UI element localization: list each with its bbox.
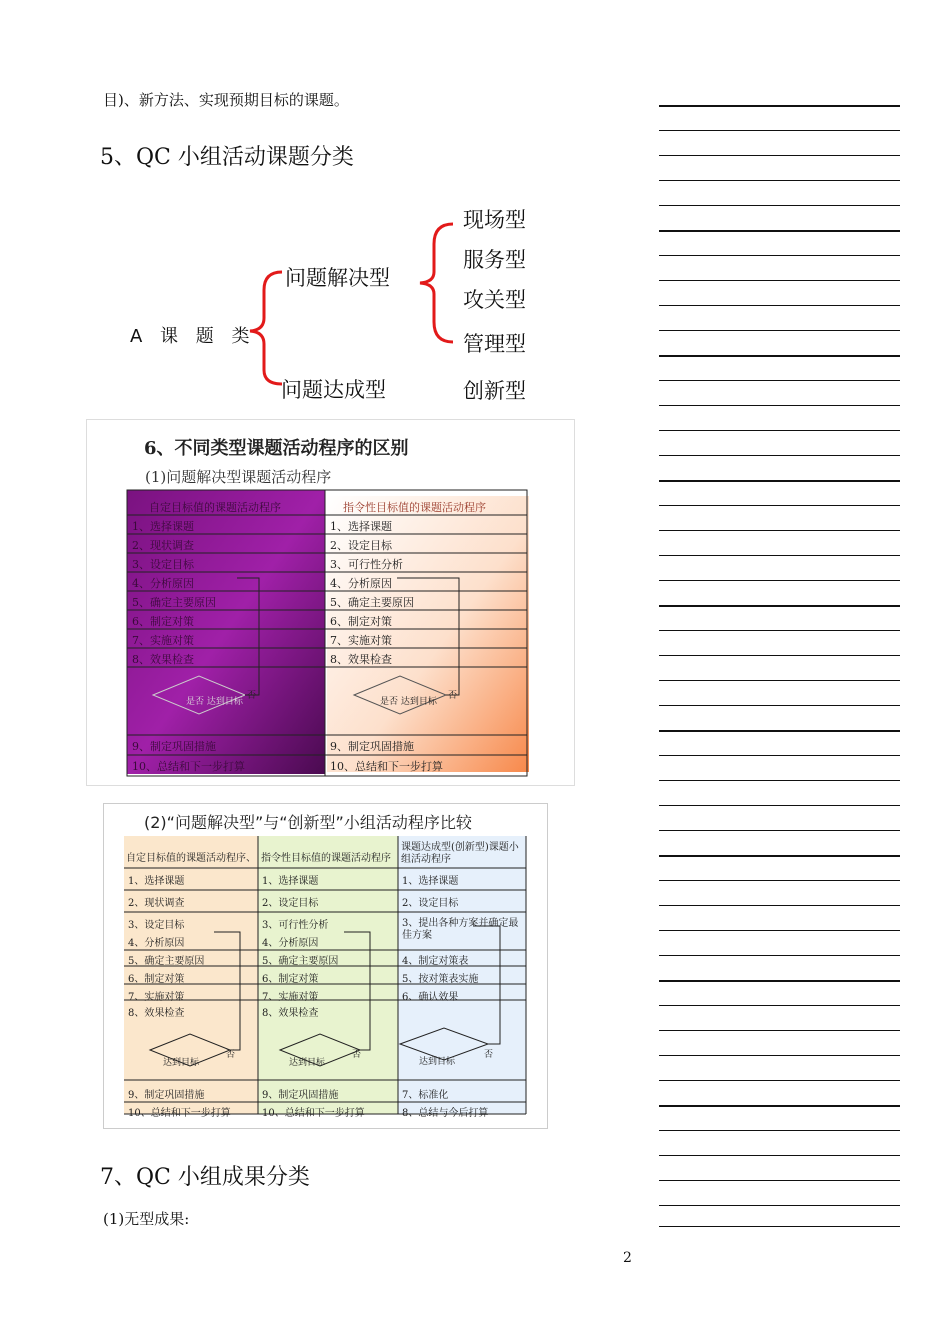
decision-label: 达到目标 bbox=[419, 1057, 456, 1067]
step-label: 6、制定对策 bbox=[330, 615, 392, 628]
step-label: 4、分析原因 bbox=[330, 577, 392, 590]
figure2-col2-header: 指令性目标值的课题活动程序 bbox=[261, 853, 391, 864]
decision-label: 是否 达到目标 bbox=[380, 697, 437, 707]
step-label: 5、按对策表实施 bbox=[402, 974, 479, 985]
intro-text: 目)、新方法、实现预期目标的课题。 bbox=[103, 91, 349, 109]
figure2-title: (2)“问题解决型”与“创新型”小组活动程序比较 bbox=[144, 813, 472, 832]
step-label: 3、可行性分析 bbox=[262, 920, 329, 931]
step-label: 9、制定巩固措施 bbox=[262, 1090, 339, 1101]
step-label: 3、设定目标 bbox=[132, 558, 194, 571]
step-label: 6、制定对策 bbox=[128, 974, 185, 985]
page-number: 2 bbox=[623, 1250, 632, 1266]
step-label: 10、总结和下一步打算 bbox=[330, 760, 443, 773]
figure1-col1-header: 自定目标值的课题活动程序 bbox=[149, 501, 281, 514]
figure2-grid bbox=[104, 804, 547, 1128]
root-label: A 课 题 类 bbox=[130, 326, 256, 347]
step-label: 4、分析原因 bbox=[262, 938, 319, 949]
step-label: 2、现状调查 bbox=[128, 898, 185, 909]
step-label: 7、实施对策 bbox=[262, 992, 319, 1003]
step-label: 3、提出各种方案并确定最佳方案 bbox=[402, 918, 519, 941]
step-label: 9、制定巩固措施 bbox=[132, 740, 216, 753]
step-label: 7、实施对策 bbox=[330, 634, 392, 647]
decision-label: 达到目标 bbox=[289, 1058, 326, 1068]
step-label: 1、选择课题 bbox=[330, 520, 392, 533]
step-label: 8、总结与今后打算 bbox=[402, 1108, 489, 1119]
decision-label: 达到目标 bbox=[163, 1058, 200, 1068]
no-label: 否 bbox=[247, 691, 257, 701]
no-label: 否 bbox=[352, 1050, 362, 1060]
leaf-label: 现场型 bbox=[463, 208, 526, 232]
step-label: 1、选择课题 bbox=[128, 876, 185, 887]
leaf-label: 管理型 bbox=[463, 332, 526, 356]
step-label: 1、选择课题 bbox=[402, 876, 459, 887]
step-label: 2、设定目标 bbox=[262, 898, 319, 909]
step-label: 8、效果检查 bbox=[262, 1008, 319, 1019]
figure1-subtitle: (1)问题解决型课题活动程序 bbox=[145, 468, 332, 486]
section7-title: 7、QC 小组成果分类 bbox=[100, 1165, 310, 1190]
figure1-box bbox=[86, 419, 575, 786]
step-label: 2、设定目标 bbox=[402, 898, 459, 909]
branch1-label: 问题解决型 bbox=[285, 266, 390, 290]
step-label: 2、现状调查 bbox=[132, 539, 194, 552]
step-label: 8、效果检查 bbox=[128, 1008, 185, 1019]
step-label: 10、总结和下一步打算 bbox=[262, 1108, 365, 1119]
step-label: 10、总结和下一步打算 bbox=[128, 1108, 231, 1119]
step-label: 6、制定对策 bbox=[262, 974, 319, 985]
step-label: 5、确定主要原因 bbox=[132, 596, 216, 609]
figure2-box bbox=[103, 803, 548, 1129]
step-label: 6、确认效果 bbox=[402, 992, 459, 1003]
innovation-label: 创新型 bbox=[463, 379, 526, 403]
step-label: 8、效果检查 bbox=[330, 653, 392, 666]
step-label: 7、实施对策 bbox=[128, 992, 185, 1003]
branch2-label: 问题达成型 bbox=[281, 378, 386, 402]
step-label: 9、制定巩固措施 bbox=[330, 740, 414, 753]
step-label: 3、可行性分析 bbox=[330, 558, 403, 571]
section5-title: 5、QC 小组活动课题分类 bbox=[100, 145, 354, 170]
step-label: 4、制定对策表 bbox=[402, 956, 469, 967]
step-label: 7、实施对策 bbox=[132, 634, 194, 647]
no-label: 否 bbox=[448, 691, 458, 701]
step-label: 1、选择课题 bbox=[262, 876, 319, 887]
step-label: 7、标准化 bbox=[402, 1090, 449, 1101]
step-label: 5、确定主要原因 bbox=[128, 956, 205, 967]
figure1-title: 6、不同类型课题活动程序的区别 bbox=[144, 438, 409, 459]
step-label: 3、设定目标 bbox=[128, 920, 185, 931]
step-label: 5、确定主要原因 bbox=[262, 956, 339, 967]
decision-label: 是否 达到目标 bbox=[186, 697, 243, 707]
no-label: 否 bbox=[226, 1050, 236, 1060]
step-label: 5、确定主要原因 bbox=[330, 596, 414, 609]
figure2-col1-header: 自定目标值的课题活动程序、 bbox=[126, 853, 256, 864]
no-label: 否 bbox=[484, 1050, 494, 1060]
figure1-grid bbox=[87, 420, 574, 785]
step-label: 4、分析原因 bbox=[132, 577, 194, 590]
step-label: 4、分析原因 bbox=[128, 938, 185, 949]
leaf-label: 服务型 bbox=[463, 248, 526, 272]
figure2-col3-header: 课题达成型(创新型)课题小组活动程序 bbox=[401, 842, 519, 865]
step-label: 6、制定对策 bbox=[132, 615, 194, 628]
leaf-label: 攻关型 bbox=[463, 288, 526, 312]
step-label: 1、选择课题 bbox=[132, 520, 194, 533]
step-label: 8、效果检查 bbox=[132, 653, 194, 666]
step-label: 10、总结和下一步打算 bbox=[132, 760, 245, 773]
paragraph-1: (1)无型成果: bbox=[103, 1210, 190, 1228]
step-label: 9、制定巩固措施 bbox=[128, 1090, 205, 1101]
figure1-col2-header: 指令性目标值的课题活动程序 bbox=[343, 501, 486, 514]
step-label: 2、设定目标 bbox=[330, 539, 392, 552]
